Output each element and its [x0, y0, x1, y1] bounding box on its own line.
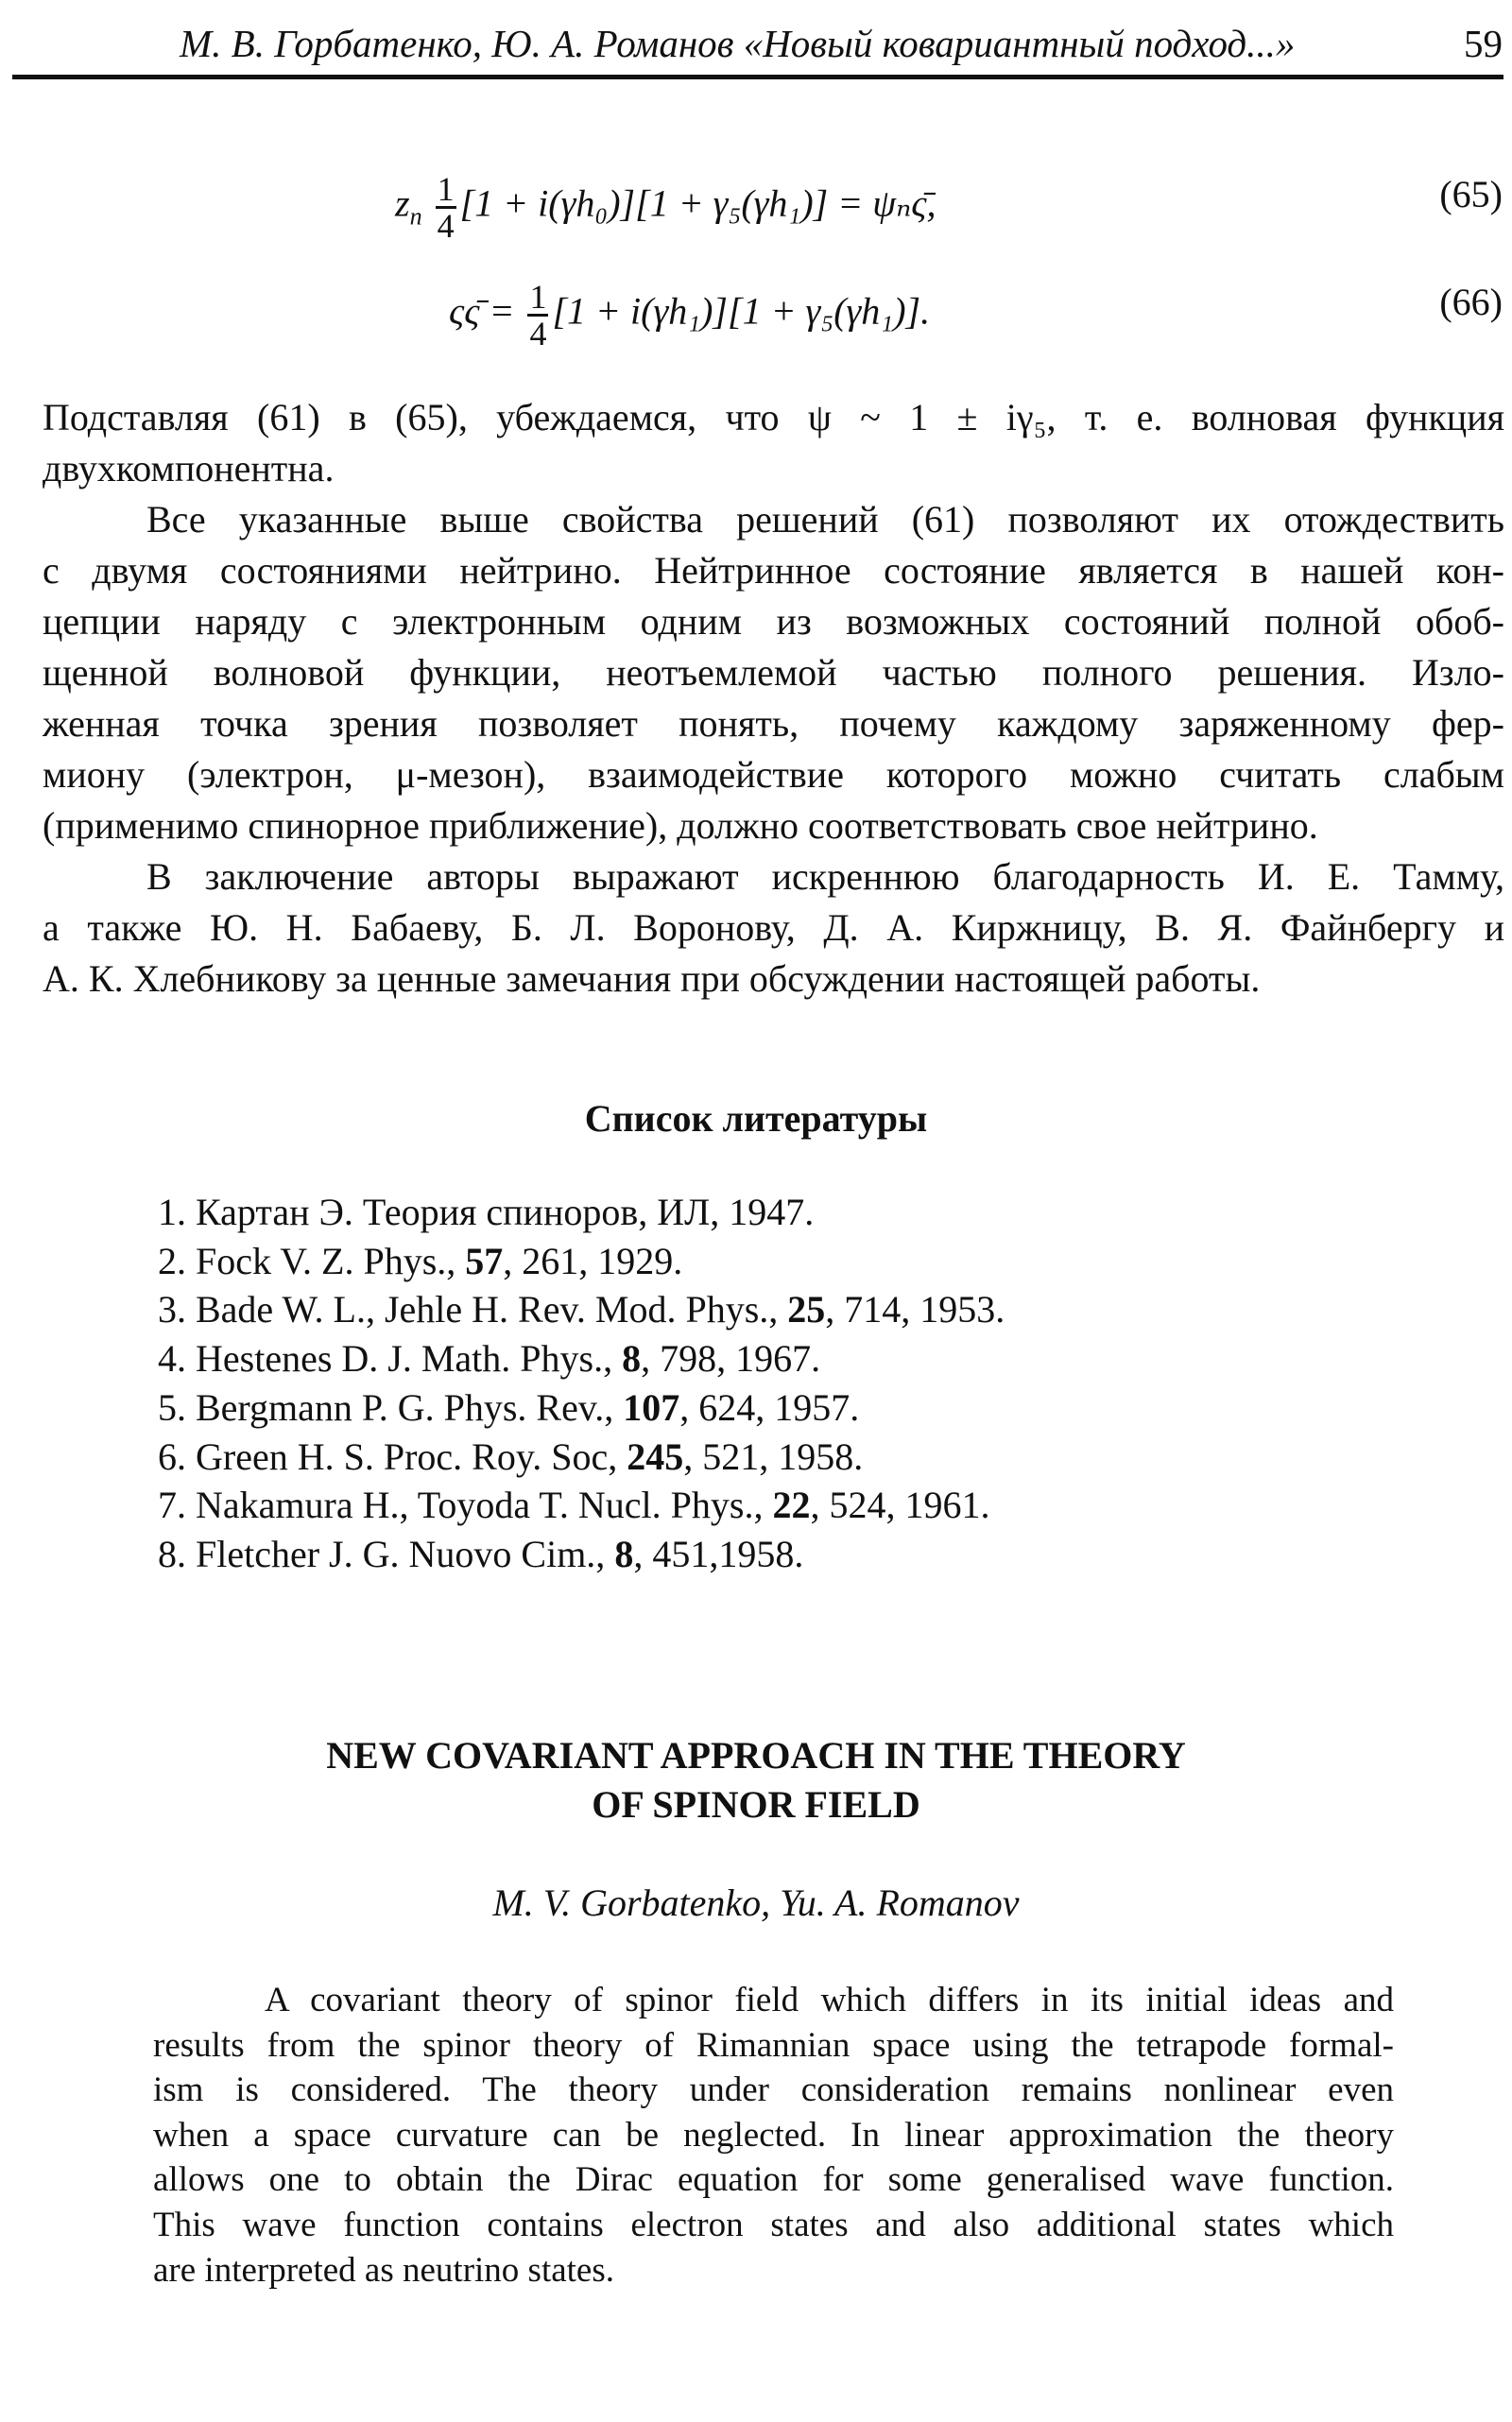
text-line: В заключение авторы выражают искреннюю благодарность И. Е. Тамму,	[146, 855, 1504, 898]
text-line: А. К. Хлебникову за ценные замечания при обсуждении настоящей работы.	[43, 957, 1261, 1000]
reference-item	[158, 1334, 1005, 1383]
frac-denominator: 4	[529, 315, 547, 352]
equation-66	[0, 266, 1512, 352]
ref-volume: 25	[787, 1288, 826, 1331]
references-heading: Список литературы	[584, 1097, 928, 1140]
ref-volume: 107	[623, 1385, 680, 1429]
text-line: а также Ю. Н. Бабаеву, Б. Л. Воронову, Д. А. Киржницу, В. Я. Файнбергу и	[43, 906, 1504, 949]
eq-lhs: ςς̄ =	[449, 289, 515, 333]
ref-text: 6. Green H. S. Proc. Roy. Soc,	[158, 1434, 627, 1478]
ref-text: , 451,1958.	[633, 1532, 804, 1575]
ref-text: , 261, 1929.	[503, 1239, 683, 1282]
reference-item	[158, 1383, 1005, 1433]
ref-text: 8. Fletcher J. G. Nuovo Cim.,	[158, 1532, 615, 1575]
ref-text: 3. Bade W. L., Jehle H. Rev. Mod. Phys.,	[158, 1288, 788, 1331]
reference-item	[158, 1481, 1005, 1530]
text-line: Все указанные выше свойства решений (61) позволяют их отождествить	[146, 498, 1504, 541]
ref-text: 4. Hestenes D. J. Math. Phys.,	[158, 1337, 623, 1381]
eq-fraction	[527, 280, 548, 351]
ref-text: 7. Nakamura H., Toyoda T. Nucl. Phys.,	[158, 1484, 773, 1527]
abstract-line: are interpreted as neutrino states.	[153, 2250, 614, 2290]
text-line: цепции наряду с электронным одним из возможных состояний полной обоб-	[43, 600, 1504, 643]
reference-item	[158, 1285, 1005, 1334]
abstract-line: allows one to obtain the Dirac equation for some generalised wave function.	[153, 2160, 1394, 2200]
text-line: (применимо спинорное приближение), должно соответствовать свое нейтрино.	[43, 804, 1318, 847]
header-rule	[12, 75, 1503, 79]
english-authors: M. V. Gorbatenko, Yu. A. Romanov	[492, 1881, 1020, 1924]
equation-65	[0, 159, 1512, 245]
page-number: 59	[1464, 22, 1503, 65]
title-line: OF SPINOR FIELD	[592, 1783, 920, 1826]
text-line: женная точка зрения позволяет понять, почему каждому заряженному фер-	[43, 702, 1504, 745]
reference-item	[158, 1188, 1005, 1237]
ref-volume: 245	[627, 1434, 684, 1478]
ref-text: 2. Fock V. Z. Phys.,	[158, 1239, 466, 1282]
frac-denominator: 4	[437, 207, 455, 245]
frac-numerator: 1	[529, 278, 547, 316]
eq-lhs: z	[395, 181, 410, 225]
ref-text: , 524, 1961.	[810, 1484, 990, 1527]
title-line: NEW COVARIANT APPROACH IN THE THEORY	[326, 1734, 1186, 1777]
abstract-line: A covariant theory of spinor field which differs in its initial ideas and	[265, 1981, 1394, 2019]
abstract	[153, 1978, 1394, 2293]
ref-text: 1. Картан Э. Теория спиноров, ИЛ, 1947.	[158, 1191, 815, 1233]
reference-item	[158, 1237, 1005, 1286]
reference-list	[158, 1188, 1005, 1579]
eq-rhs: [1 + i(γh₀)][1 + γ₅(γh₁)] = ψₙς̄,	[459, 181, 936, 225]
abstract-line: when a space curvature can be neglected. In linear approximation the theory	[153, 2115, 1394, 2155]
running-head: М. В. Горбатенко, Ю. А. Романов «Новый ковариантный подход...»	[180, 22, 1296, 65]
ref-text: 5. Bergmann P. G. Phys. Rev.,	[158, 1385, 624, 1429]
text-line: с двумя состояниями нейтрино. Нейтринное состояние является в нашей кон-	[43, 549, 1504, 592]
equation-number: (65)	[1439, 173, 1503, 215]
text-line: Подставляя (61) в (65), убеждаемся, что ψ ~ 1 ± iγ₅, т. е. волновая функция	[43, 396, 1504, 438]
ref-text: , 714, 1953.	[825, 1288, 1005, 1331]
text-line: щенной волновой функции, неотъемлемой частью полного решения. Изло-	[43, 651, 1504, 694]
ref-volume: 8	[622, 1337, 642, 1381]
body-text	[43, 392, 1504, 1005]
abstract-line: This wave function contains electron states and also additional states which	[153, 2205, 1394, 2244]
equation-number: (66)	[1439, 281, 1503, 323]
text-line: миону (электрон, μ-мезон), взаимодействие которого можно считать слабым	[43, 753, 1504, 796]
eq-rhs: [1 + i(γh₁)][1 + γ₅(γh₁)].	[552, 289, 931, 333]
reference-item	[158, 1530, 1005, 1579]
eq-lhs-sub: n	[409, 202, 422, 231]
eq-fraction	[436, 172, 456, 243]
ref-text: , 624, 1957.	[679, 1385, 860, 1429]
english-title	[0, 1731, 1512, 1829]
ref-volume: 8	[614, 1532, 634, 1575]
ref-text: , 521, 1958.	[683, 1434, 864, 1478]
ref-volume: 22	[772, 1484, 811, 1527]
ref-text: , 798, 1967.	[641, 1337, 821, 1381]
reference-item	[158, 1433, 1005, 1482]
abstract-line: results from the spinor theory of Rimannian space using the tetrapode formal-	[153, 2025, 1394, 2065]
ref-volume: 57	[465, 1239, 504, 1282]
frac-numerator: 1	[437, 170, 455, 208]
text-line: двухкомпонентна.	[43, 447, 335, 490]
abstract-line: ism is considered. The theory under consideration remains nonlinear even	[153, 2070, 1394, 2110]
